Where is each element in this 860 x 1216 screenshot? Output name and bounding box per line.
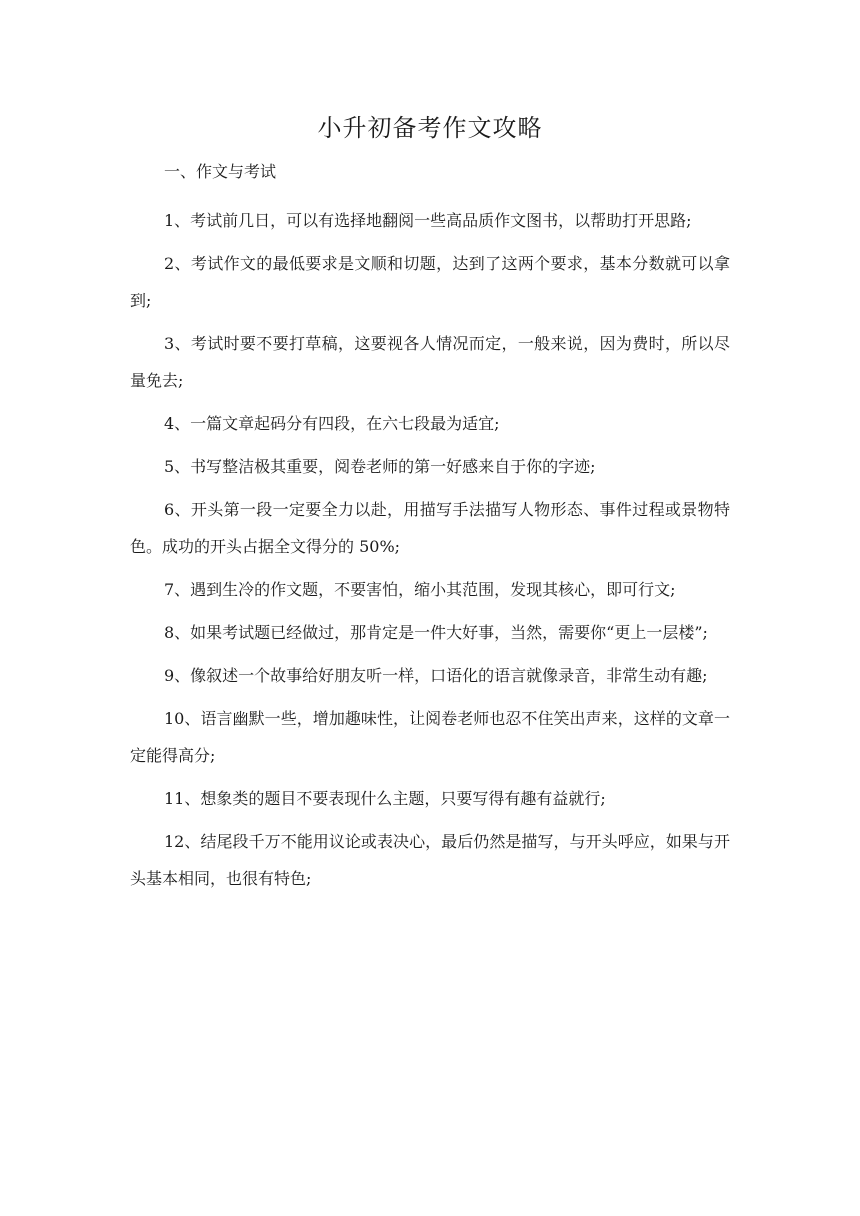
tip-item-6: 6、开头第一段一定要全力以赴，用描写手法描写人物形态、事件过程或景物特色。成功的开头占据全文得分的 50%; [130,500,730,556]
tip-item-2: 2、考试作文的最低要求是文顺和切题，达到了这两个要求，基本分数就可以拿到; [130,254,730,310]
tip-item-8: 8、如果考试题已经做过，那肯定是一件大好事，当然，需要你“更上一层楼”; [164,623,708,642]
tip-item-3: 3、考试时要不要打草稿，这要视各人情况而定，一般来说，因为费时，所以尽量免去; [130,334,730,390]
document-title: 小升初备考作文攻略 [317,114,543,142]
tip-item-12: 12、结尾段千万不能用议论或表决心，最后仍然是描写，与开头呼应，如果与开头基本相同，也很有特色; [130,832,730,888]
tips-list [130,202,730,903]
tip-item-4: 4、一篇文章起码分有四段，在六七段最为适宜; [164,414,500,433]
tip-item-9: 9、像叙述一个故事给好朋友听一样，口语化的语言就像录音，非常生动有趣; [164,666,708,685]
tip-item-1: 1、考试前几日，可以有选择地翻阅一些高品质作文图书，以帮助打开思路; [164,211,692,230]
tip-item-11: 11、想象类的题目不要表现什么主题，只要写得有趣有益就行; [164,789,606,808]
tip-item-5: 5、书写整洁极其重要，阅卷老师的第一好感来自于你的字迹; [164,457,596,476]
tip-item-7: 7、遇到生冷的作文题，不要害怕，缩小其范围，发现其核心，即可行文; [164,580,676,599]
section-heading: 一、作文与考试 [164,162,277,181]
tip-item-10: 10、语言幽默一些，增加趣味性，让阅卷老师也忍不住笑出声来，这样的文章一定能得高分; [130,709,730,765]
